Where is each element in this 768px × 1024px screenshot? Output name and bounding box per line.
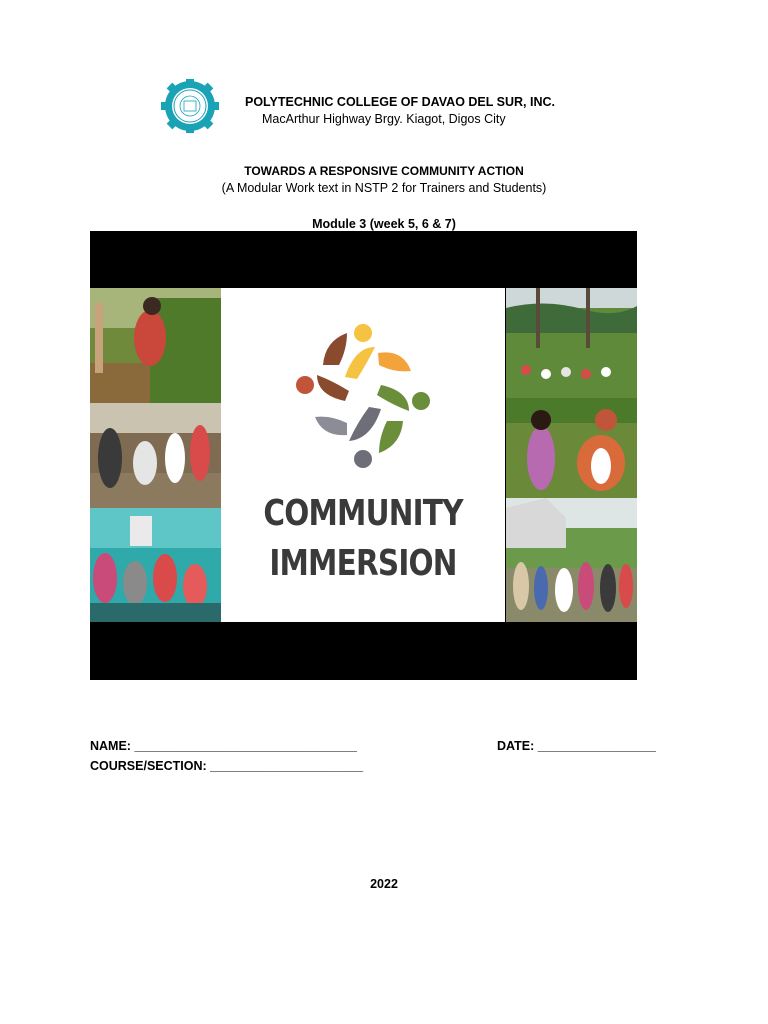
photo-girl-and-volunteer bbox=[506, 398, 637, 498]
year: 2022 bbox=[370, 877, 398, 891]
photo-village-visit bbox=[506, 498, 637, 622]
photo-classroom bbox=[90, 508, 221, 622]
school-logo bbox=[153, 79, 227, 133]
community-immersion-banner bbox=[221, 288, 505, 622]
photo-gardening bbox=[90, 288, 221, 403]
school-address: MacArthur Highway Brgy. Kiagot, Digos City bbox=[262, 112, 506, 126]
photo-group-working bbox=[90, 403, 221, 508]
photo-field-gathering bbox=[506, 288, 637, 398]
date-field[interactable]: DATE: _________________ bbox=[497, 739, 656, 753]
banner-title-line1: COMMUNITY bbox=[263, 493, 463, 534]
school-name: POLYTECHNIC COLLEGE OF DAVAO DEL SUR, INC. bbox=[245, 95, 555, 109]
community-logo-icon bbox=[283, 313, 443, 473]
cover-image bbox=[90, 231, 637, 680]
name-field[interactable]: NAME: ________________________________ bbox=[90, 739, 357, 753]
course-section-field[interactable]: COURSE/SECTION: ______________________ bbox=[90, 759, 364, 773]
module-number: Module 3 (week 5, 6 & 7) bbox=[312, 217, 456, 231]
module-title: TOWARDS A RESPONSIVE COMMUNITY ACTION bbox=[244, 164, 524, 178]
module-subtitle: (A Modular Work text in NSTP 2 for Trainers and Students) bbox=[221, 181, 547, 195]
banner-title-line2: IMMERSION bbox=[269, 543, 457, 584]
